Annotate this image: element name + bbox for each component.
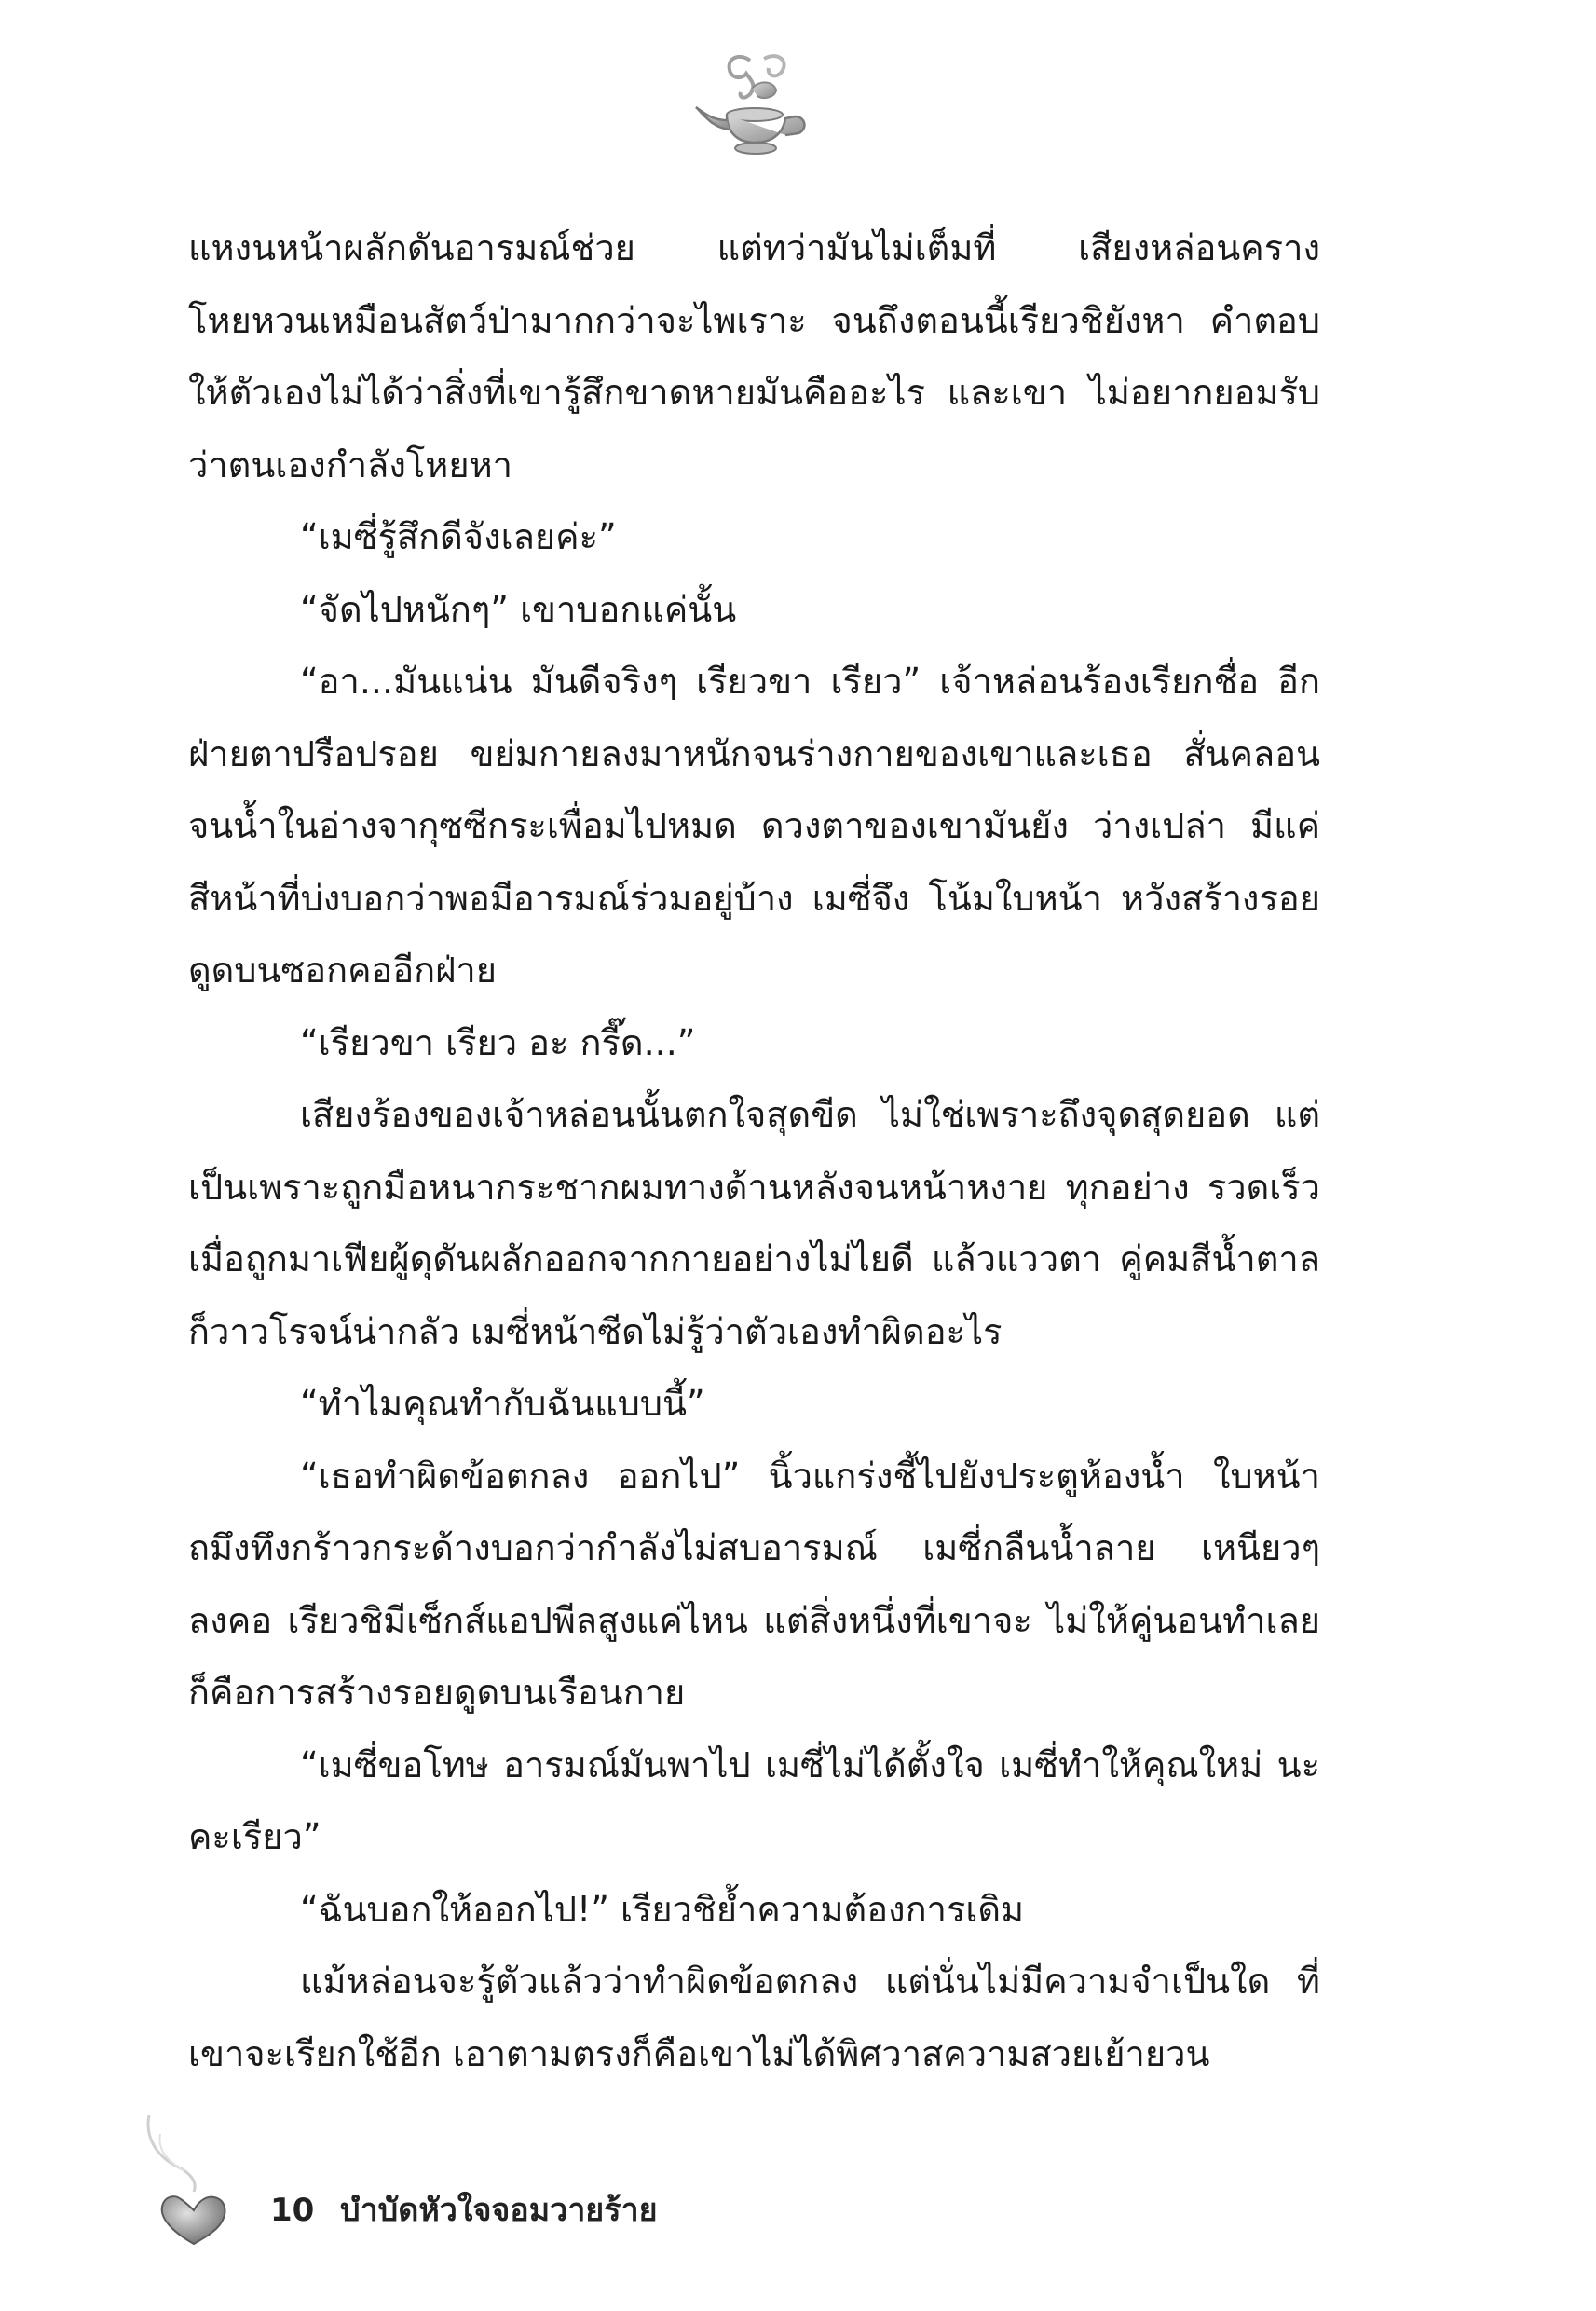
heart-swirl-icon [140, 2115, 242, 2246]
paragraph: แม้หล่อนจะรู้ตัวแล้วว่าทำผิดข้อตกลง แต่นั่นไม่มีความจำเป็นใด ที่เขาจะเรียกใช้อีก เอาตามตรงก็คือเขาไม่ได้พิศวาสความสวยเย้ายวน [188, 1961, 1320, 2074]
body-text [188, 212, 1320, 2090]
paragraph: “เมซี่รู้สึกดีจังเลยค่ะ” [300, 516, 617, 557]
genie-lamp-icon [685, 51, 825, 158]
book-title: บำบัดหัวใจจอมวายร้าย [340, 2192, 658, 2229]
paragraph: “อา...มันแน่น มันดีจริงๆ เรียวขา เรียว” เจ้าหล่อนร้องเรียกชื่อ อีกฝ่ายตาปรือปรอย ขย่มกายลงมาหนักจนร่างกายของเขาและเธอ สั่นคลอนจนน้ำในอ่างจากุซซีกระเพื่อมไปหมด ดวงตาของเขามันยัง ว่างเปล่า มีแค่สีหน้าที่บ่งบอกว่าพอมีอารมณ์ร่วมอยู่บ้าง เมซี่จึง โน้มใบหน้า หวังสร้างรอยดูดบนซอกคออีกฝ่าย [188, 661, 1320, 991]
paragraph: “เมซี่ขอโทษ อารมณ์มันพาไป เมซี่ไม่ได้ตั้งใจ เมซี่ทำให้คุณใหม่ นะคะเรียว” [188, 1744, 1320, 1857]
paragraph: แหงนหน้าผลักดันอารมณ์ช่วย แต่ทว่ามันไม่เต็มที่ เสียงหล่อนคราง โหยหวนเหมือนสัตว์ป่ามากกว่าจะไพเราะ จนถึงตอนนี้เรียวชิยังหา คำตอบให้ตัวเองไม่ได้ว่าสิ่งที่เขารู้สึกขาดหายมันคืออะไร และเขา ไม่อยากยอมรับว่าตนเองกำลังโหยหา [188, 227, 1320, 485]
paragraph: “จัดไปหนักๆ” เขาบอกแค่นั้น [300, 588, 737, 630]
paragraph: “ทำไมคุณทำกับฉันแบบนี้” [300, 1383, 705, 1424]
paragraph: “ฉันบอกให้ออกไป!” เรียวชิย้ำความต้องการเดิม [300, 1888, 1025, 1930]
paragraph: เสียงร้องของเจ้าหล่อนนั้นตกใจสุดขีด ไม่ใช่เพราะถึงจุดสุดยอด แต่เป็นเพราะถูกมือหนากระชากผมทางด้านหลังจนหน้าหงาย ทุกอย่าง รวดเร็วเมื่อถูกมาเฟียผู้ดุดันผลักออกจากกายอย่างไม่ไยดี แล้วแววตา คู่คมสีน้ำตาลก็วาวโรจน์น่ากลัว เมซี่หน้าซีดไม่รู้ว่าตัวเองทำผิดอะไร [188, 1094, 1320, 1352]
paragraph: “เรียวขา เรียว อะ กรี๊ด...” [300, 1021, 696, 1063]
page-footer [140, 2115, 792, 2246]
page-number: 10 [270, 2192, 315, 2229]
paragraph: “เธอทำผิดข้อตกลง ออกไป” นิ้วแกร่งชี้ไปยังประตูห้องน้ำ ใบหน้าถมึงทึงกร้าวกระด้างบอกว่ากำลังไม่สบอารมณ์ เมซี่กลืนน้ำลาย เหนียวๆ ลงคอ เรียวชิมีเซ็กส์แอปพีลสูงแค่ไหน แต่สิ่งหนึ่งที่เขาจะ ไม่ให้คู่นอนทำเลย ก็คือการสร้างรอยดูดบนเรือนกาย [188, 1455, 1320, 1713]
